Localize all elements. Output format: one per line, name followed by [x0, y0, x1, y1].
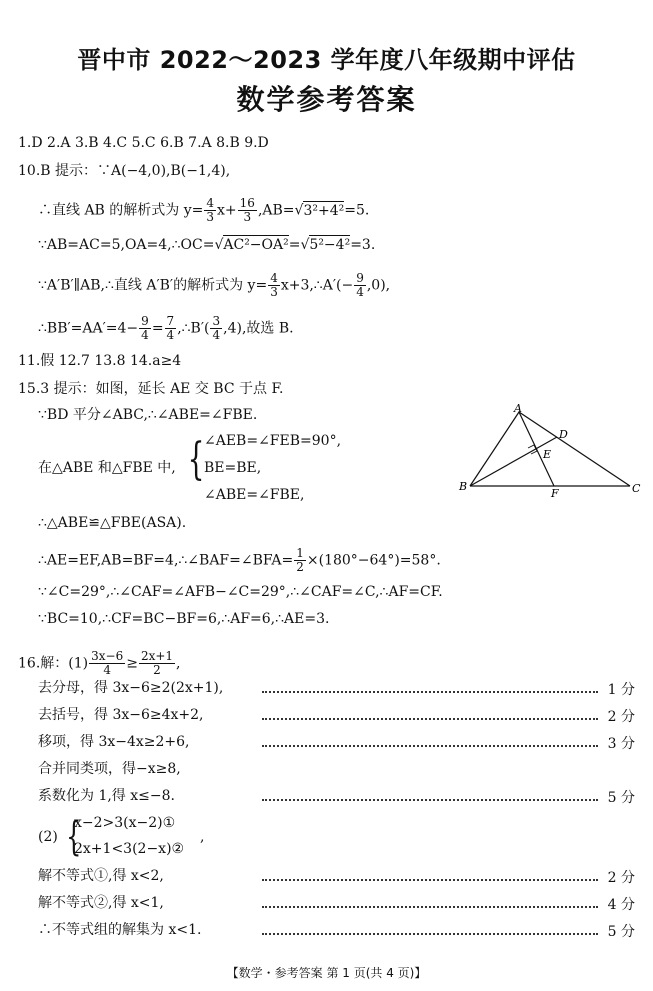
q16-head	[18, 650, 180, 677]
q10-l1-text-a: ∴直线 AB 的解析式为 y=	[38, 202, 204, 219]
label-d: D	[559, 428, 568, 441]
q15-line4	[38, 547, 441, 574]
q10-l2-text-a: ∵AB=AC=5,OA=4,∴OC=	[38, 237, 215, 253]
fraction: $\frac{9}{4}$	[356, 271, 364, 299]
q15-line6: ∵BC=10,∴CF=BC−BF=6,∴AF=6,∴AE=3.	[38, 611, 330, 627]
system-brace: {	[187, 434, 205, 485]
q15-line1: ∵BD 平分∠ABC,∴∠ABE=∠FBE.	[38, 407, 258, 423]
label-c: C	[632, 482, 641, 495]
fraction: $\frac{1}{2}$	[296, 546, 304, 574]
solution-step: 解不等式②,得 x<1,	[38, 895, 164, 911]
dotted-leader	[262, 718, 598, 720]
q10-line2: ∵AB=AC=5,OA=4,∴OC=√AC²−OA²=√5²−4²=3.	[38, 237, 376, 253]
score-label: 2 分	[607, 709, 635, 725]
q16-head-text: 16.解：(1)	[18, 655, 89, 672]
q10-l4-text-a: ∴BB′=AA′=4−	[38, 320, 139, 337]
dotted-leader	[262, 906, 598, 908]
dotted-leader	[262, 799, 598, 801]
q16-ge-sign: ≥	[126, 655, 138, 672]
q10-l4-text-b: =	[151, 320, 164, 337]
triangle-figure	[456, 400, 646, 500]
score-label: 5 分	[607, 790, 635, 806]
dotted-leader	[262, 933, 598, 935]
q10-line3	[38, 272, 390, 299]
q10-l3-text-b: x+3,∴A′(−	[280, 277, 354, 294]
q10-line4	[38, 315, 294, 342]
q15-line3: ∴△ABE≌△FBE(ASA).	[38, 515, 187, 531]
system-brace: {	[66, 814, 82, 860]
q15-head: 15.3 提示：如图，延长 AE 交 BC 于点 F.	[18, 381, 284, 397]
q15-l4-text-b: ×(180°−64°)=58°.	[306, 552, 441, 569]
fraction: $\frac{3}{4}$	[212, 314, 221, 342]
q10-l3-text-a: ∵A′B′∥AB,∴直线 A′B′的解析式为 y=	[38, 277, 268, 294]
solution-step: 去括号，得 3x−6≥4x+2,	[38, 707, 204, 723]
q10-l1-text-d: =5.	[344, 202, 370, 219]
fraction: $\frac{7}{4}$	[166, 314, 175, 342]
label-b: B	[459, 480, 468, 493]
q15-l4-text-a: ∴AE=EF,AB=BF=4,∴∠BAF=∠BFA=	[38, 552, 294, 569]
solution-step: ∴不等式组的解集为 x<1.	[38, 922, 202, 938]
dotted-leader	[262, 745, 598, 747]
q10-l1-text-c: ,AB=	[257, 202, 295, 219]
fraction: $\frac{9}{4}$	[141, 314, 149, 342]
q15-line2-prefix: 在△ABE 和△FBE 中,	[38, 460, 176, 476]
solution-step: 合并同类项，得−x≥8,	[38, 761, 181, 777]
dotted-leader	[262, 879, 598, 881]
label-a: A	[514, 402, 522, 415]
score-label: 4 分	[607, 897, 635, 913]
solution-step: 移项，得 3x−4x≥2+6,	[38, 734, 190, 750]
q10-l4-text-d: ,4),故选 B.	[223, 320, 294, 337]
q10-l2-text-b: =	[288, 237, 301, 253]
q16-head-tail: ,	[176, 655, 181, 672]
solution-step: 解不等式①,得 x<2,	[38, 868, 164, 884]
fraction: $\frac{4}{3}$	[270, 271, 278, 299]
page-title: 晋中市 2022～2023 学年度八年级期中评估	[77, 46, 576, 74]
q16-part2-label: (2)	[38, 829, 58, 845]
q15-system-eq1: ∠AEB=∠FEB=90°,	[204, 433, 342, 449]
q15-line5: ∵∠C=29°,∴∠CAF=∠AFB−∠C=29°,∴∠CAF=∠C,∴AF=CF.	[38, 584, 443, 600]
q16-system-eq2: 2x+1<3(2−x)②	[74, 841, 185, 857]
label-f: F	[551, 487, 559, 500]
sqrt-expr: 3²+4²	[303, 202, 345, 219]
page-footer: 【数学・参考答案 第 1 页(共 4 页)】	[226, 966, 427, 980]
page-subtitle: 数学参考答案	[236, 83, 417, 116]
score-label: 2 分	[607, 870, 635, 886]
q10-head: 10.B 提示：∵A(−4,0),B(−1,4),	[18, 163, 231, 179]
q15-system-eq3: ∠ABE=∠FBE,	[204, 487, 305, 503]
label-e: E	[543, 448, 552, 461]
fill-answers: 11.假 12.7 13.8 14.a≥4	[18, 353, 182, 369]
q16-system-tail: ,	[200, 829, 205, 845]
segment-ab	[470, 412, 519, 486]
score-label: 1 分	[607, 682, 635, 698]
dotted-leader	[262, 691, 598, 693]
q10-l2-text-c: =3.	[350, 237, 376, 253]
q16-system-eq1: x−2>3(x−2)①	[74, 815, 176, 831]
segment-bd	[470, 437, 557, 486]
solution-step: 去分母，得 3x−6≥2(2x+1),	[38, 680, 224, 696]
q10-line1: ∴直线 AB 的解析式为 y= $\frac{4}{3}$ x+ $\frac{16}{3}$ ,AB=√3²+4²=5.	[38, 196, 370, 224]
score-label: 3 分	[607, 736, 635, 752]
fraction: $\frac{16}{3}$	[239, 196, 255, 224]
score-label: 5 分	[607, 924, 635, 940]
q15-system-eq2: BE=BE,	[204, 460, 262, 476]
q10-l3-text-c: ,0),	[366, 277, 391, 294]
fraction: $\frac{4}{3}$	[206, 196, 215, 224]
q10-l1-text-b: x+	[217, 202, 237, 219]
fraction: $\frac{3x-6}{4}$	[91, 649, 124, 677]
q10-l4-text-c: ,∴B′(	[177, 320, 210, 337]
fraction: $\frac{2x+1}{2}$	[140, 649, 174, 677]
sqrt-expr: 5²−4²	[309, 237, 351, 253]
choice-answers: 1.D 2.A 3.B 4.C 5.C 6.B 7.A 8.B 9.D	[18, 135, 269, 151]
sqrt-expr: AC²−OA²	[223, 237, 289, 253]
solution-step: 系数化为 1,得 x≤−8.	[38, 788, 175, 804]
